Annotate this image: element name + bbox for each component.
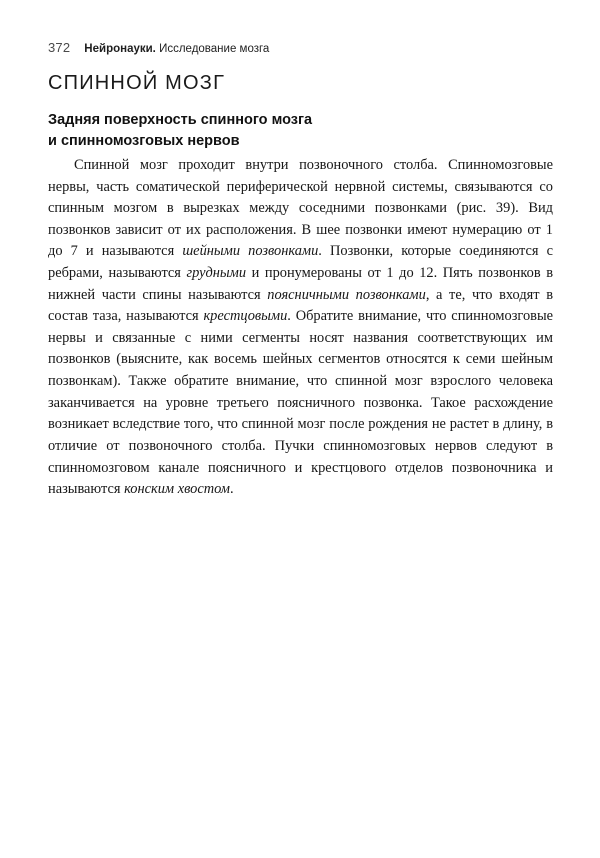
text-part-3: и пронумерованы от 1 до 12. Пять позвонков в нижней части спины называются	[48, 265, 554, 303]
section-title	[48, 110, 508, 152]
text-part-2: . Позвонки, которые соединяются с ребрами, называются	[48, 243, 553, 282]
italic-term-3: поясничными позвонками	[267, 286, 426, 303]
text-part-1: Спинной мозг проходит внутри позвоночного столба. Спинномозговые нервы, часть соматической периферической нервной системы, связываются со спинным мозгом в вырезках между соседними позвонками (рис. 39). Вид позвонков зависит от их расположения. В шее позвонки имеют нумерацию от 1 до 7 и называются	[48, 157, 553, 260]
italic-term-1: шейными позвонками	[182, 243, 319, 260]
text-part-6: .	[229, 481, 234, 498]
book-title: Нейронауки.	[84, 43, 156, 55]
italic-term-4: крестцовыми	[203, 308, 288, 325]
section-title-line-2: и спинномозговых нервов	[48, 133, 240, 150]
section-title-line-1: Задняя поверхность спинного мозга	[48, 112, 313, 128]
running-head	[84, 43, 269, 55]
page-header	[48, 40, 552, 62]
page-number: 372	[48, 40, 71, 55]
text-part-5: . Обратите внимание, что спинномозговые нервы и связанные с ними сегменты носят названия соответствующих им позвонков (выясните, как восемь шейных сегментов относятся к семи шейным позвонкам). Также обратите внимание, что спинной мозг взрослого человека заканчивается на уровне третьего поясничного позвонка. Такое расхождение возникает вследствие того, что спинной мозг после рождения не растет в длину, в отличие от позвоночного столба. Пучки спинномозговых нервов следуют в спинномозговом канале поясничного и крестцового отделов позвоночника и называются	[48, 308, 553, 498]
italic-term-5: конским хвостом	[124, 481, 230, 498]
chapter-title: СПИННОЙ МОЗГ	[48, 72, 226, 94]
text-part-4: , а те, что входят в состав таза, называются	[48, 286, 553, 325]
body-paragraph	[48, 155, 553, 501]
book-subtitle: Исследование мозга	[159, 43, 270, 55]
italic-term-2: грудными	[186, 265, 247, 282]
